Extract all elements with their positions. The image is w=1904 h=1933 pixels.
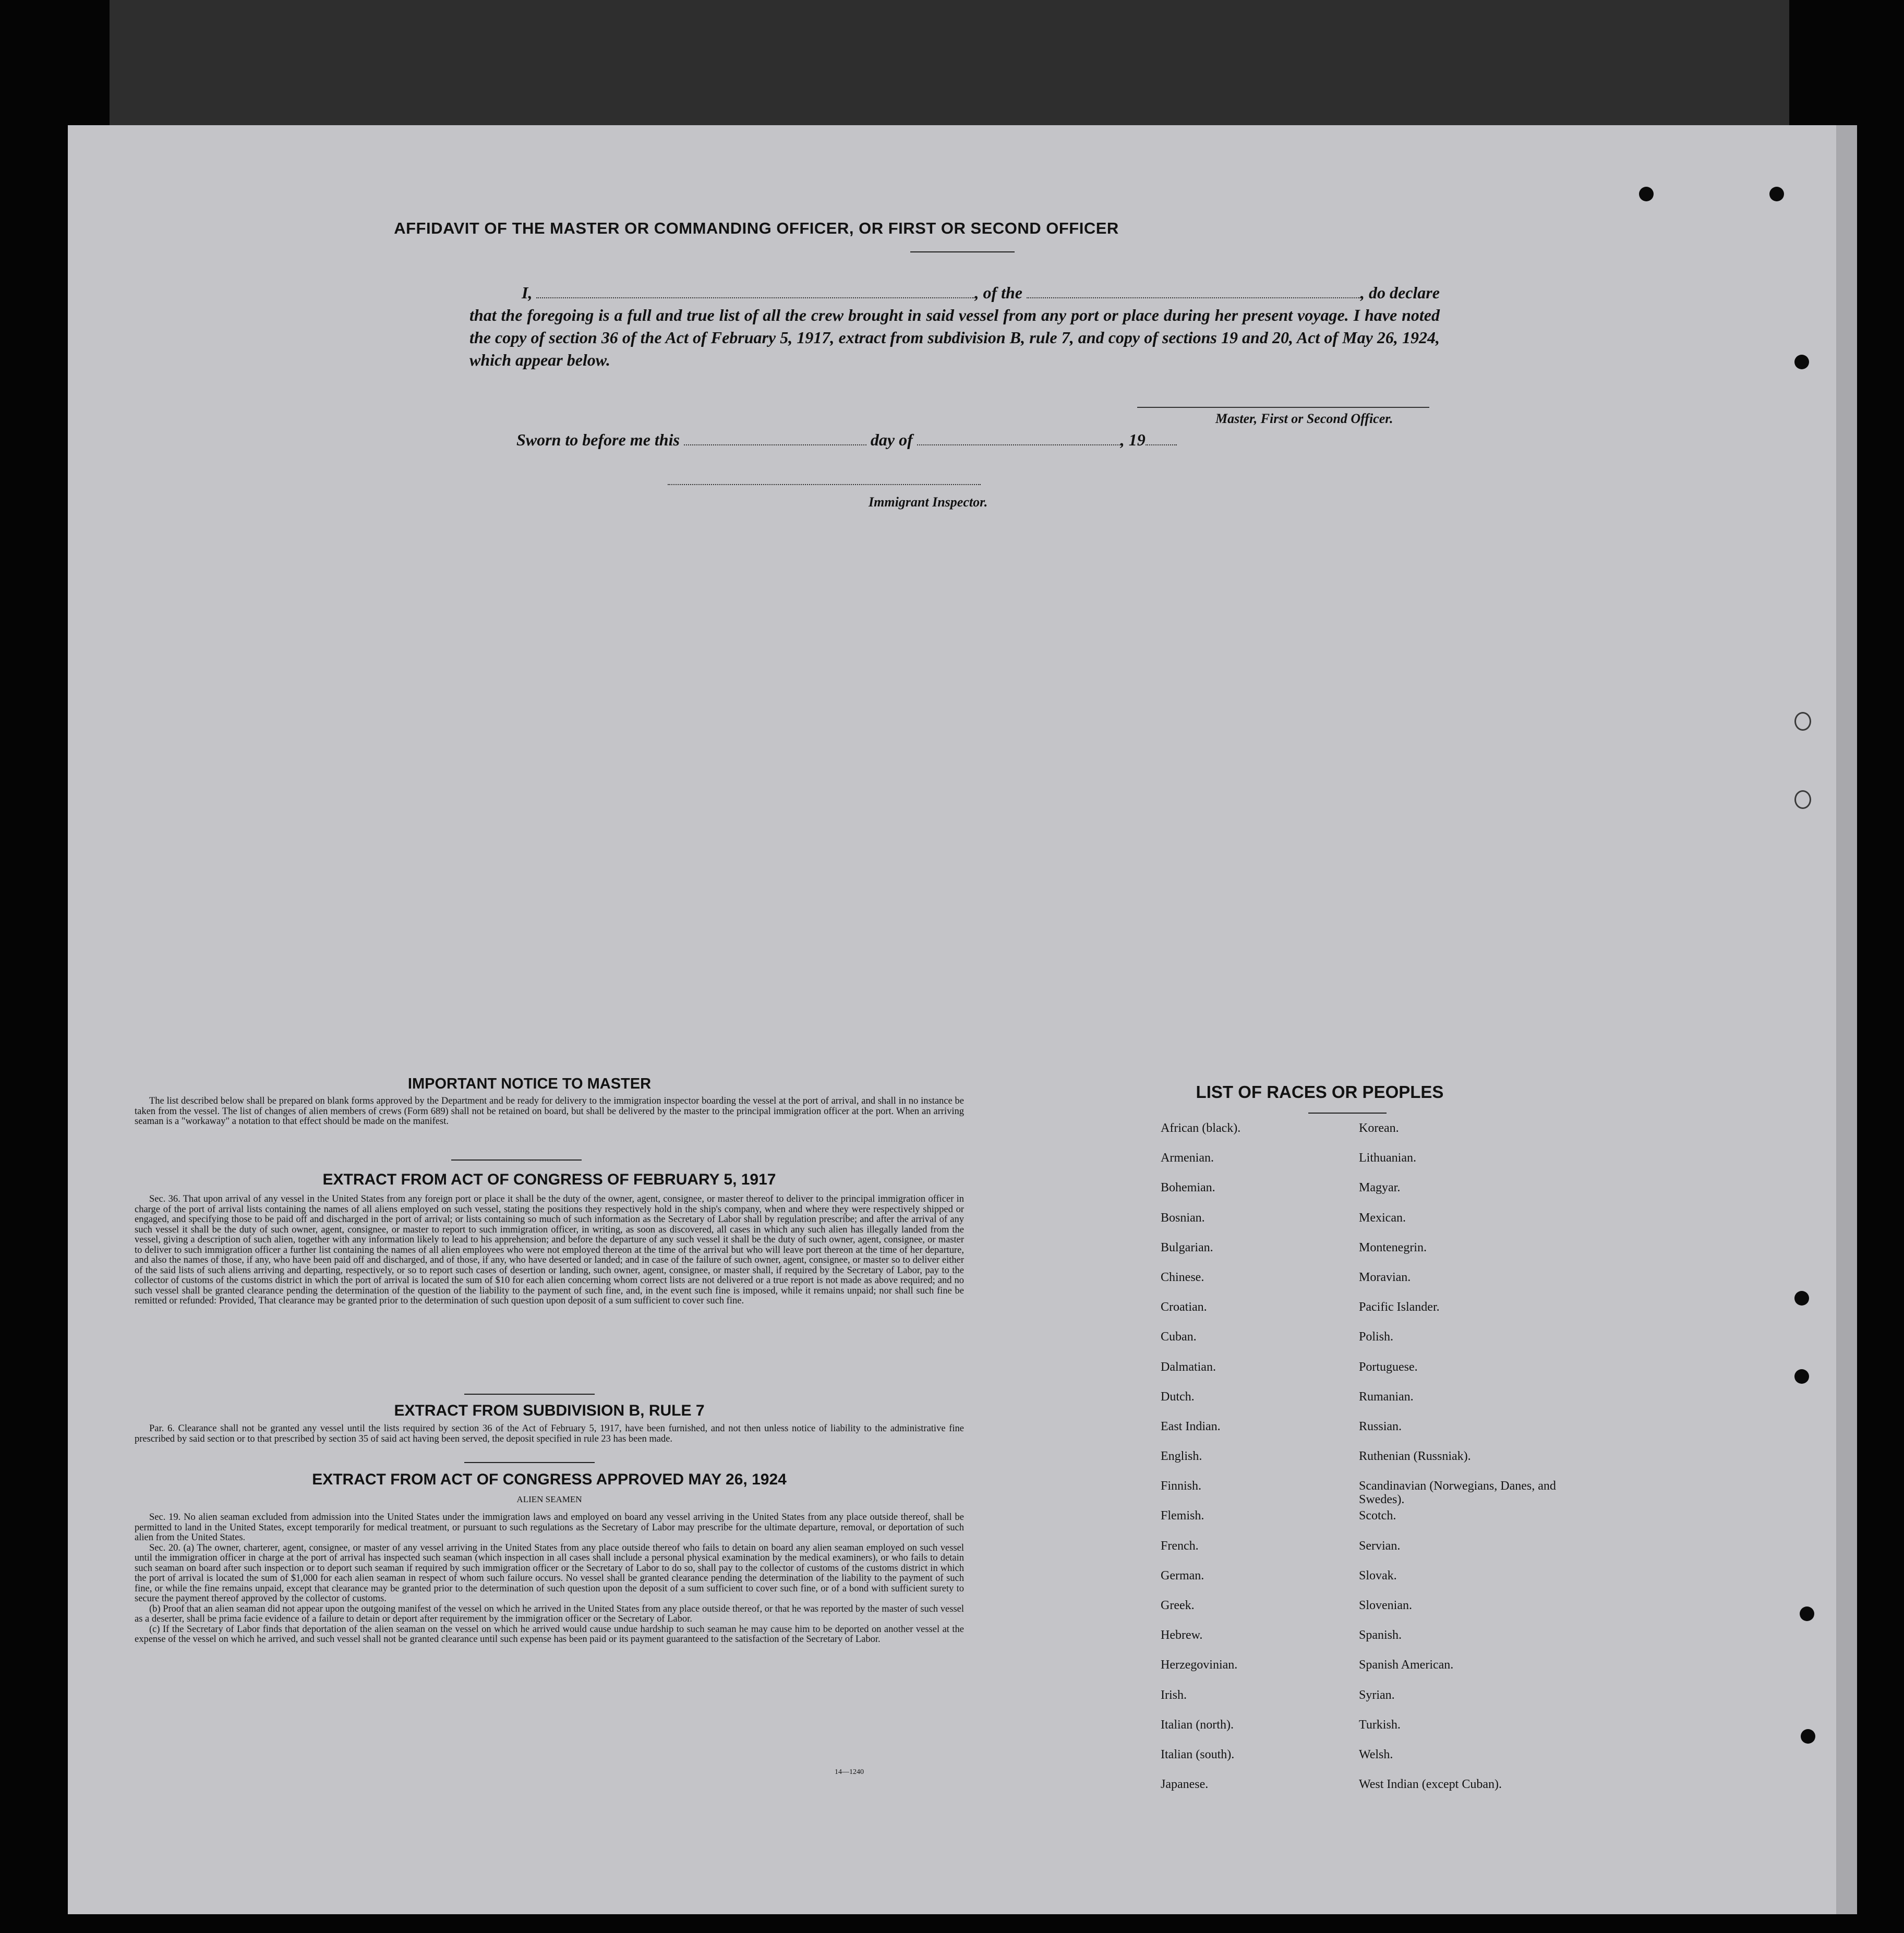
document-page bbox=[68, 125, 1857, 1914]
affidavit-title: AFFIDAVIT OF THE MASTER OR COMMANDING OFFICER, OR FIRST OR SECOND OFFICER bbox=[394, 219, 1119, 237]
races-column-right bbox=[1359, 1121, 1578, 1807]
declaration-text: that the foregoing is a full and true list of all the crew brought in said vessel from any port or place during her present voyage. I have noted the copy of section 36 of the Act of February 5, 1917, extract from subdivision B, rule 7, and copy of sections 19 and 20, Act of May 26, 1924, which appear below. bbox=[469, 306, 1440, 369]
race-item: Bosnian. bbox=[1161, 1211, 1205, 1225]
punch-hole bbox=[1639, 187, 1654, 201]
race-item: Scotch. bbox=[1359, 1509, 1396, 1523]
race-item: Bohemian. bbox=[1161, 1181, 1215, 1195]
inspector-caption: Immigrant Inspector. bbox=[869, 494, 988, 510]
punch-hole bbox=[1794, 355, 1809, 369]
sworn-day-field[interactable] bbox=[684, 432, 866, 445]
notice-title: IMPORTANT NOTICE TO MASTER bbox=[407, 1076, 652, 1092]
do-declare-label: , do declare bbox=[1360, 283, 1440, 302]
section-rule bbox=[464, 1394, 595, 1395]
punch-hole bbox=[1794, 790, 1811, 809]
race-item: East Indian. bbox=[1161, 1419, 1221, 1433]
sec-20c-paragraph: (c) If the Secretary of Labor finds that deportation of the alien seaman on the vessel on which he arrived would cause undue hardship to such seaman he may cause him to be deported on another vessel at the expense of the vessel on which he arrived, and such vessel shall not be granted clearance until such expense has been paid or its payment guaranteed to the satisfaction of the Secretary of Labor. bbox=[135, 1624, 964, 1645]
sworn-year-field[interactable] bbox=[1146, 432, 1177, 445]
race-item: Flemish. bbox=[1161, 1509, 1204, 1523]
year-prefix-label: , 19 bbox=[1120, 430, 1146, 449]
section-36-paragraph: Sec. 36. That upon arrival of any vessel in the United States from any foreign port or place it shall be the duty of the owner, agent, consignee, or master thereof to deliver to the principal immigration officer in charge of the port of arrival lists containing the names of all aliens employed on such vessel, stating the positions they respectively hold in the ship's company, when and where they were respectively shipped or engaged, and specifying those to be paid off and discharged in the port of arrival; or lists containing so much of such information as the Secretary of Labor shall by regulation prescribe; and after the arrival of any such vessel it shall be the duty of such owner, agent, consignee, or master to report to such immigration officer, in writing, as soon as discovered, all cases in which any such alien has illegally landed from the vessel, giving a description of such alien, together with any information likely to lead to his apprehension; and before the departure of any such vessel it shall be the duty of such owner, agent, consignee, or master to deliver to such immigration officer a further list containing the names of all alien employees who were not employed thereon at the time of the arrival but who will leave port thereon at the time of her departure, and also the names of those, if any, who have been paid off and discharged, and of those, if any, who have deserted or landed; and in case of the failure of such owner, agent, consignee, or master so to deliver either of the said lists of such aliens arriving and departing, respectively, or so to report such cases of desertion or landing, such owner, agent, consignee, or master shall, if required by the Secretary of Labor, pay to the collector of customs of the customs district in which the port of arrival is located the sum of $10 for each alien concerning whom correct lists are not delivered or a true report is not made as above required; and no such vessel shall be granted clearance pending the determination of the question of the liability to the payment of such fine, and, in the event such fine is imposed, while it remains unpaid; nor shall such fine be remitted or refunded: Provided, That clearance may be granted prior to the determination of such question upon deposit of a sum sufficient to cover such fine. bbox=[135, 1194, 964, 1306]
race-item: Scandinavian (Norwegians, Danes, and Swedes). bbox=[1359, 1479, 1556, 1507]
extract-1924-title: EXTRACT FROM ACT OF CONGRESS APPROVED MAY 26, 1924 bbox=[312, 1471, 787, 1488]
master-name-field[interactable] bbox=[536, 284, 974, 298]
race-item: Chinese. bbox=[1161, 1270, 1204, 1284]
sec-19-paragraph: Sec. 19. No alien seaman excluded from admission into the United States under the immigration laws and employed on board any vessel arriving in the United States from any place outside thereof, shall be permitted to land in the United States, except temporarily for medical treatment, or pursuant to such regulations as the Secretary of Labor may prescribe for the ultimate departure, removal, or deportation of such alien from the United States. bbox=[135, 1512, 964, 1543]
race-item: Croatian. bbox=[1161, 1300, 1207, 1314]
race-item: Syrian. bbox=[1359, 1688, 1395, 1702]
race-item: Pacific Islander. bbox=[1359, 1300, 1440, 1314]
punch-hole bbox=[1794, 712, 1811, 731]
race-item: Welsh. bbox=[1359, 1747, 1393, 1761]
race-item: Finnish. bbox=[1161, 1479, 1202, 1493]
title-rule bbox=[910, 251, 1015, 252]
races-rule bbox=[1308, 1113, 1387, 1114]
race-item: Cuban. bbox=[1161, 1330, 1197, 1344]
punch-hole bbox=[1794, 1369, 1809, 1384]
race-item: Dutch. bbox=[1161, 1390, 1195, 1404]
sworn-month-field[interactable] bbox=[917, 432, 1120, 445]
alien-seamen-subtitle: ALIEN SEAMEN bbox=[516, 1494, 582, 1504]
notice-paragraph: The list described below shall be prepared on blank forms approved by the Department and be ready for delivery to the immigration inspector boarding the vessel at the port of arrival, and shall in no instance be taken from the vessel. The list of changes of alien members of crews (Form 689) shall not be retained on board, but shall be delivered by the master to the principal immigration officer at the port. When an arriving seaman is a "workaway" a notation to that effect should be made on the manifest. bbox=[135, 1096, 964, 1127]
affidavit-first-line bbox=[469, 282, 1440, 304]
race-item: Japanese. bbox=[1161, 1778, 1209, 1792]
race-item: Lithuanian. bbox=[1359, 1151, 1416, 1165]
race-item: Spanish. bbox=[1359, 1628, 1402, 1642]
section-rule bbox=[464, 1462, 595, 1463]
race-item: Spanish American. bbox=[1359, 1658, 1454, 1672]
race-item: Bulgarian. bbox=[1161, 1240, 1213, 1254]
punch-hole bbox=[1769, 187, 1784, 201]
race-item: German. bbox=[1161, 1568, 1204, 1582]
extract-1917-text bbox=[135, 1194, 964, 1307]
race-item: Slovenian. bbox=[1359, 1599, 1412, 1612]
day-of-label: day of bbox=[870, 430, 913, 449]
extract-1924-text bbox=[135, 1513, 964, 1645]
section-rule bbox=[451, 1159, 582, 1161]
race-item: Italian (north). bbox=[1161, 1718, 1234, 1732]
race-item: French. bbox=[1161, 1539, 1199, 1553]
race-item: Korean. bbox=[1359, 1121, 1399, 1135]
i-label: I, bbox=[522, 283, 533, 302]
sec-20b-paragraph: (b) Proof that an alien seaman did not appear upon the outgoing manifest of the vessel on which he arrived in the United States from any place outside thereof, or that he was reported by the master of such vessel as a deserter, shall be prima facie evidence of a failure to detain or deport after requirement by the immigration officer or the Secretary of Labor. bbox=[135, 1603, 964, 1624]
race-item: Hebrew. bbox=[1161, 1628, 1203, 1642]
race-item: Ruthenian (Russniak). bbox=[1359, 1449, 1471, 1464]
race-item: West Indian (except Cuban). bbox=[1359, 1778, 1502, 1792]
underlying-sheet bbox=[110, 0, 1789, 125]
race-item: English. bbox=[1161, 1449, 1202, 1464]
race-item: Armenian. bbox=[1161, 1151, 1214, 1165]
punch-hole bbox=[1794, 1291, 1809, 1306]
race-item: Moravian. bbox=[1359, 1270, 1411, 1284]
race-item: Montenegrin. bbox=[1359, 1240, 1427, 1254]
race-item: Magyar. bbox=[1359, 1181, 1401, 1195]
notice-text bbox=[135, 1096, 964, 1127]
vessel-name-field[interactable] bbox=[1027, 284, 1360, 298]
inspector-signature-line[interactable] bbox=[668, 484, 981, 485]
punch-hole bbox=[1800, 1606, 1814, 1621]
race-item: Herzegovinian. bbox=[1161, 1658, 1238, 1672]
races-column-left bbox=[1161, 1121, 1338, 1807]
master-signature-line[interactable] bbox=[1137, 407, 1429, 408]
race-item: Polish. bbox=[1359, 1330, 1394, 1344]
race-item: African (black). bbox=[1161, 1121, 1241, 1135]
extract-1917-title: EXTRACT FROM ACT OF CONGRESS OF FEBRUARY 5, 1917 bbox=[322, 1171, 776, 1188]
race-item: Italian (south). bbox=[1161, 1747, 1235, 1761]
race-item: Russian. bbox=[1359, 1419, 1402, 1433]
races-title: LIST OF RACES OR PEOPLES bbox=[1196, 1082, 1444, 1102]
race-item: Dalmatian. bbox=[1161, 1360, 1216, 1374]
race-item: Servian. bbox=[1359, 1539, 1401, 1553]
race-item: Turkish. bbox=[1359, 1718, 1401, 1732]
race-item: Portuguese. bbox=[1359, 1360, 1418, 1374]
sworn-line bbox=[516, 430, 1177, 450]
race-item: Mexican. bbox=[1359, 1211, 1406, 1225]
race-item: Rumanian. bbox=[1359, 1390, 1414, 1404]
sec-20a-paragraph: Sec. 20. (a) The owner, charterer, agent, consignee, or master of any vessel arriving in the United States from any place outside thereof who fails to detain on board any alien seaman employed on such vessel until the immigration officer in charge at the port of arrival has inspected such seaman (which inspection in all cases shall include a personal physical examination by the medical examiners), or who fails to detain such seaman on board after such inspection or to deport such seaman if required by such immigration officer or the Secretary of Labor to do so, shall pay to the collector of customs of the customs district in which the port of arrival is located the sum of $1,000 for each alien seaman in respect of whom such failure occurs. No vessel shall be granted clearance pending the determination of the liability to the payment of such fine, or while the fine remains unpaid, except that clearance may be granted prior to the determination of such question upon the deposit of a sum sufficient to cover such fine, or of a bond with sufficient surety to secure the payment thereof approved by the collector of customs. bbox=[135, 1542, 964, 1604]
of-the-label: , of the bbox=[974, 283, 1022, 302]
extract-rule7-title: EXTRACT FROM SUBDIVISION B, RULE 7 bbox=[394, 1402, 705, 1419]
form-number: 14—1240 bbox=[835, 1768, 864, 1776]
punch-hole bbox=[1801, 1729, 1815, 1744]
race-item: Irish. bbox=[1161, 1688, 1187, 1702]
affidavit-declaration bbox=[469, 282, 1440, 371]
sworn-label: Sworn to before me this bbox=[516, 430, 680, 449]
race-item: Greek. bbox=[1161, 1599, 1195, 1612]
master-caption: Master, First or Second Officer. bbox=[1215, 411, 1393, 426]
race-item: Slovak. bbox=[1359, 1568, 1397, 1582]
rule7-paragraph: Par. 6. Clearance shall not be granted any vessel until the lists required by section 36 of the Act of February 5, 1917, have been furnished, and not then unless notice of liability to the administrative fine prescribed by said section or to that prescribed by section 35 of said act having been served, the deposit specified in rule 23 has been made. bbox=[135, 1423, 964, 1444]
extract-rule7-text bbox=[135, 1424, 964, 1444]
